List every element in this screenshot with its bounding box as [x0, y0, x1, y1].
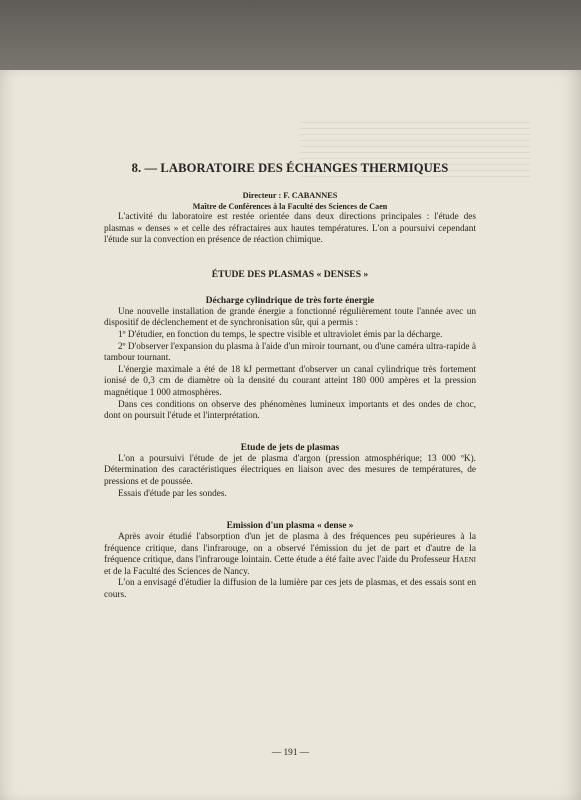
- director-role: Maître de Conférences à la Faculté des Sciences de Caen: [192, 202, 388, 211]
- paragraph: L'on a poursuivi l'étude de jet de plasma d'argon (pression atmosphérique; 13 000 ºK). Détermination des caractéristiques électriques en liaison avec des mesures de températures, de pressions et de poussée.: [104, 453, 476, 487]
- section-title: 8. — LABORATOIRE DES ÉCHANGES THERMIQUES: [131, 161, 449, 175]
- subsection-heading-emission: Emission d'un plasma « dense »: [226, 521, 354, 532]
- intro-paragraph: L'activité du laboratoire est restée orientée dans deux directions principales : l'étude des plasmas « denses » et celle des réfractaires aux hautes températures. L'on a poursuivi cependant l'étude sur la convection en présence de réaction chimique.: [104, 212, 476, 246]
- paragraph: L'énergie maximale a été de 18 kJ permettant d'observer un canal cylindrique très fortement ionisé de 0,3 cm de diamètre où la densité du courant atteint 180 000 ampères et la pression magnétique 1 000 atmosphères.: [104, 364, 476, 398]
- scan-background: [0, 0, 581, 70]
- page-content: [104, 160, 476, 602]
- subsection-heading-decharge: Décharge cylindrique de très forte énergie: [205, 295, 375, 306]
- paragraph: Une nouvelle installation de grande énergie a fonctionné régulièrement toute l'année avec un dispositif de déclenchement et de synchronisation sûr, qui a permis :: [104, 306, 476, 329]
- paragraph: L'on a envisagé d'étudier la diffusion de la lumière par ces jets de plasmas, et des essais sont en cours.: [104, 578, 476, 601]
- document-page: [0, 70, 581, 800]
- paragraph: [104, 532, 476, 578]
- part-heading: ÉTUDE DES PLASMAS « DENSES »: [211, 268, 369, 280]
- paragraph: Essais d'étude par les sondes.: [118, 488, 227, 499]
- paragraph: Dans ces conditions on observe des phénomènes lumineux importants et des ondes de choc, dont on poursuit l'étude et l'interprétation.: [104, 399, 476, 422]
- list-item: 1º D'étudier, en fonction du temps, le spectre visible et ultraviolet émis par la décharge.: [118, 329, 443, 340]
- paragraph-text: Après avoir étudié l'absorption d'un jet de plasma à des fréquences peu supérieures à la fréquence critique, dans l'infrarouge, on a observé l'émission du jet de part et d'autre de la fréquence critique, dans l'infrarouge lointain. Cette étude a été faite avec l'aide du Professeur: [104, 532, 476, 566]
- page-number: — 191 —: [271, 748, 310, 758]
- person-name: Haeni: [452, 555, 476, 566]
- paragraph-text: et de la Faculté des Sciences de Nancy.: [104, 566, 250, 577]
- director-line: Directeur : F. CABANNES: [242, 191, 338, 200]
- subsection-heading-jets: Etude de jets de plasmas: [240, 442, 340, 453]
- list-item: 2º D'observer l'expansion du plasma à l'aide d'un miroir tournant, ou d'une caméra ultra-rapide à tambour tournant.: [104, 341, 476, 364]
